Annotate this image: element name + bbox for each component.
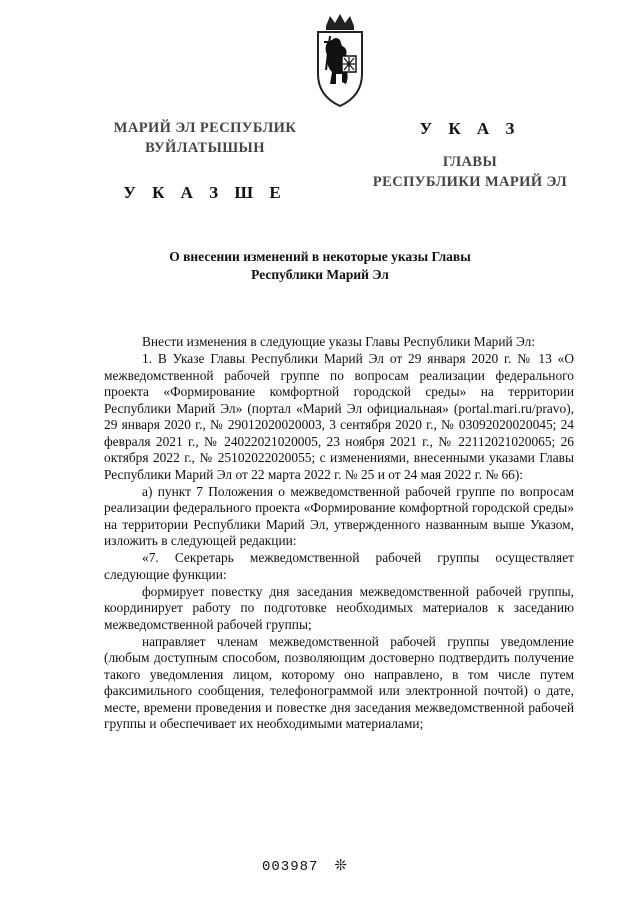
header-left-line1: МАРИЙ ЭЛ РЕСПУБЛИК xyxy=(113,120,297,136)
header-left-line2: ВУЙЛАТЫШЫН xyxy=(145,140,265,156)
decree-title-line2: Республики Марий Эл xyxy=(251,267,389,282)
body-paragraph: формирует повестку дня заседания межведомственной рабочей группы, координирует работу по подготовке необходимых материалов к заседанию межведомственной рабочей группы; xyxy=(104,583,574,632)
decree-title xyxy=(120,248,520,284)
body-paragraph: 1. В Указе Главы Республики Марий Эл от 29 января 2020 г. № 13 «О межведомственной рабочей группе по вопросам реализации федерального проекта «Формирование комфортной городской среды» на территории Республики Марий Эл» (портал «Марий Эл официальная» (portal.mari.ru/pravo), 29 января 2020 г., № 29012020020003, 3 сентября 2020 г., № 03092020020045; 24 февраля 2021 г., № 24022021020005, 23 ноября 2021 г., № 22112021020065; 26 октября 2022 г., № 25102022020055; с изменениями, внесенными указами Главы Республики Марий Эл от 22 марта 2022 г. № 25 и от 24 мая 2022 г. № 66): xyxy=(104,351,574,482)
serial-mark: ❊ xyxy=(334,856,348,874)
serial-number: 003987 xyxy=(262,859,319,875)
body-paragraph: направляет членам межведомственной рабочей группы уведомление (любым доступным способом, позволяющим достоверно подтвердить получение такого уведомления лицом, которому оно направлено, в том числе путем факсимильного сообщения, телефонограммой или электронной почтой) о дате, месте, времени проведения и повестке дня заседания межведомственной рабочей группы и обеспечивает их необходимыми материалами; xyxy=(104,633,574,731)
header-right-block xyxy=(360,118,580,192)
header-right-line1: ГЛАВЫ xyxy=(442,154,498,170)
body-paragraph: Внести изменения в следующие указы Главы Республики Марий Эл: xyxy=(142,334,536,349)
header-left-block xyxy=(100,118,310,204)
header-left-ukaz: У К А З Ш Е xyxy=(123,183,287,202)
header-right-line2: РЕСПУБЛИКИ МАРИЙ ЭЛ xyxy=(372,174,568,190)
header-right-ukaz: У К А З xyxy=(419,119,521,138)
mari-el-coat-of-arms-icon xyxy=(296,12,384,112)
body-paragraph: а) пункт 7 Положения о межведомственной рабочей группе по вопросам реализации федерального проекта «Формирование комфортной городской среды» на территории Республики Марий Эл, утвержденного названным выше Указом, изложить в следующей редакции: xyxy=(104,483,574,548)
decree-body xyxy=(104,334,574,733)
body-paragraph: «7. Секретарь межведомственной рабочей группы осуществляет следующие функции: xyxy=(104,550,574,582)
decree-title-line1: О внесении изменений в некоторые указы Главы xyxy=(169,249,471,264)
document-serial xyxy=(262,856,402,875)
